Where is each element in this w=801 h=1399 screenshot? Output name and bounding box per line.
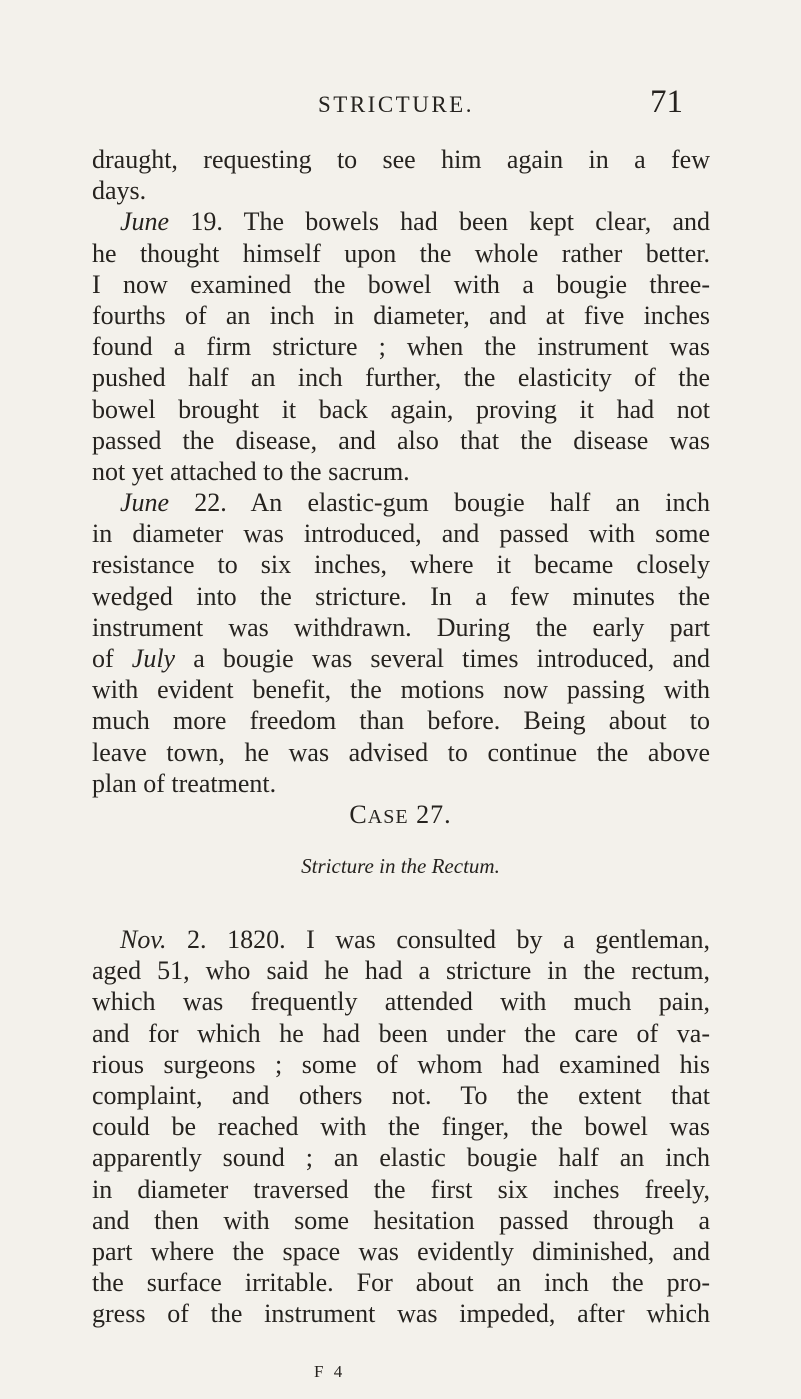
text-line: and for which he had been under the care of va- xyxy=(92,1018,710,1048)
case-number: 27. xyxy=(408,800,452,829)
date-rest: 2. 1820. xyxy=(166,925,286,954)
paragraph-june-19-first-line xyxy=(92,206,710,237)
case-subtitle: Stricture in the Rectum. xyxy=(301,854,500,878)
text-line: he thought himself upon the whole rather better. xyxy=(92,238,710,268)
date-nov: Nov. xyxy=(120,925,167,954)
date-number: 19. xyxy=(169,207,223,237)
text-line: pushed half an inch further, the elasticity of the xyxy=(92,363,710,393)
line-rest: I was consulted by a gentleman, xyxy=(285,925,710,954)
text-line: leave town, he was advised to continue the above xyxy=(92,737,710,767)
text-line: with evident benefit, the motions now passing with xyxy=(92,675,710,705)
case-heading-initial: C xyxy=(349,800,368,829)
text-line: which was frequently attended with much pain, xyxy=(92,987,710,1017)
paragraph-june-22-first-line xyxy=(92,487,710,518)
text-line-july xyxy=(92,643,710,674)
page-number: 71 xyxy=(650,84,683,120)
text-line: draught, requesting to see him again in a few xyxy=(92,145,710,174)
text-line: not yet attached to the sacrum. xyxy=(92,456,410,486)
text-line: aged 51, who said he had a stricture in the rectum, xyxy=(92,956,710,986)
paragraph-nov-first-line xyxy=(92,924,710,955)
text-line: wedged into the stricture. In a few minutes the xyxy=(92,581,710,611)
signature-mark: F 4 xyxy=(314,1362,346,1381)
text-line: passed the disease, and also that the disease was xyxy=(92,425,710,455)
text-line: rious surgeons ; some of whom had examined his xyxy=(92,1049,710,1079)
line-rest: The bowels had been kept clear, and xyxy=(222,207,711,237)
text-line: found a firm stricture ; when the instrument was xyxy=(92,332,710,362)
date-june: June xyxy=(120,207,170,237)
text-line: resistance to six inches, where it became closely xyxy=(92,550,710,580)
text-line: could be reached with the finger, the bowel was xyxy=(92,1112,710,1142)
running-title: STRICTURE. xyxy=(318,92,474,117)
text-block-lower xyxy=(92,924,710,1329)
line-rest: a bougie was several times introduced, and xyxy=(175,644,710,673)
text-line: complaint, and others not. To the extent that xyxy=(92,1080,710,1110)
text-line: the surface irritable. For about an inch the pro- xyxy=(92,1268,710,1298)
text-line: and then with some hesitation passed through a xyxy=(92,1205,710,1235)
text-block-upper xyxy=(92,144,710,799)
text-line: apparently sound ; an elastic bougie half an inch xyxy=(92,1143,710,1173)
text-line: bowel brought it back again, proving it had not xyxy=(92,394,710,424)
text-line: instrument was withdrawn. During the early part xyxy=(92,612,710,642)
of-prefix: of xyxy=(92,644,132,673)
text-line: days. xyxy=(92,176,147,206)
text-line: plan of treatment. xyxy=(92,768,277,798)
case-heading-smallcaps: ASE xyxy=(367,806,409,828)
text-line: in diameter was introduced, and passed with some xyxy=(92,519,710,549)
month-july: July xyxy=(131,644,176,673)
text-line: fourths of an inch in diameter, and at five inches xyxy=(92,300,710,330)
date-number: 22. xyxy=(169,488,227,518)
text-line: part where the space was evidently diminished, and xyxy=(92,1236,710,1266)
case-heading xyxy=(0,800,801,830)
text-line: gress of the instrument was impeded, after which xyxy=(92,1299,710,1329)
text-line: in diameter traversed the first six inches freely, xyxy=(92,1174,710,1204)
date-june: June xyxy=(120,488,170,518)
line-rest: An elastic-gum bougie half an inch xyxy=(226,488,711,518)
text-line: much more freedom than before. Being about to xyxy=(92,706,710,736)
text-line: I now examined the bowel with a bougie three- xyxy=(92,269,710,299)
